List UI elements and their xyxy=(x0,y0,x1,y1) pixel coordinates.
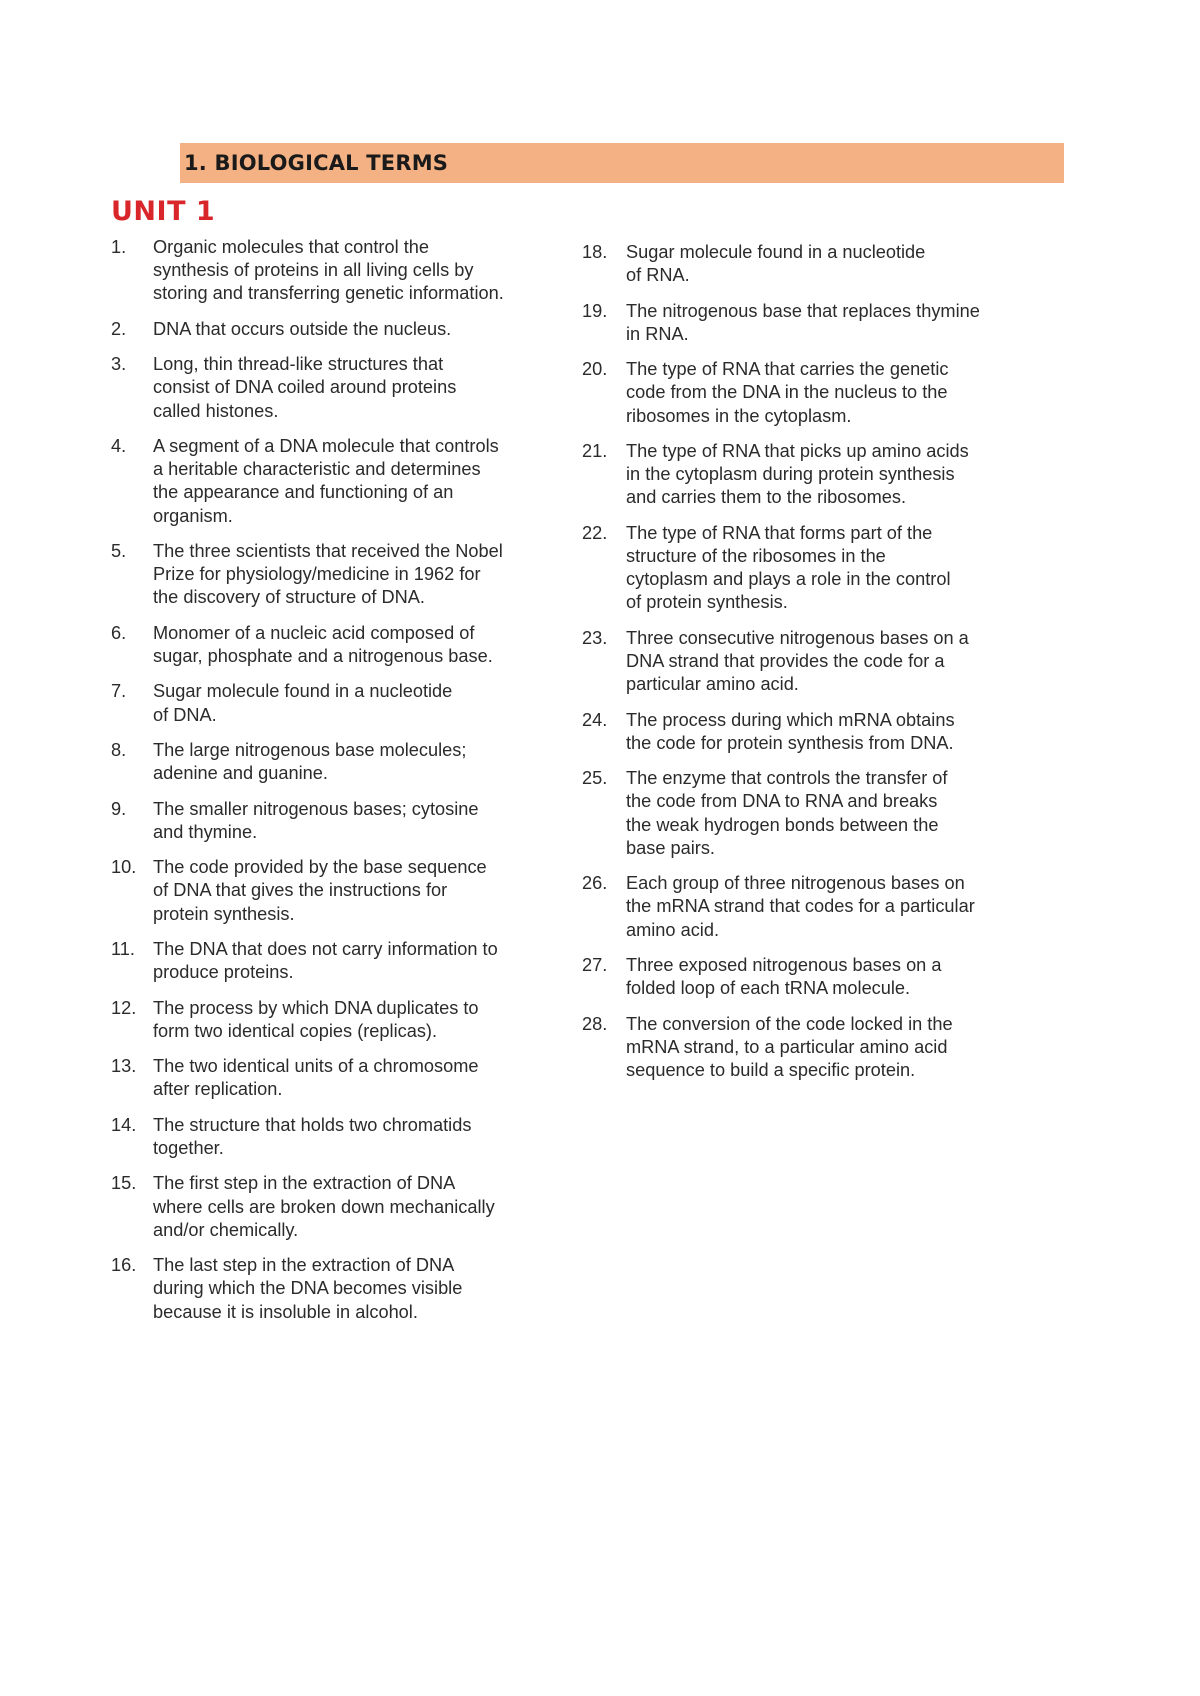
item-text-line: sequence to build a specific protein. xyxy=(626,1059,916,1080)
item-text-line: of protein synthesis. xyxy=(626,592,788,613)
left-column xyxy=(111,236,556,1336)
item-text-line: adenine and guanine. xyxy=(153,763,328,784)
list-item xyxy=(582,767,1022,860)
item-text-line: The two identical units of a chromosome xyxy=(153,1056,479,1077)
item-text-line: The type of RNA that carries the genetic xyxy=(626,359,949,380)
right-column xyxy=(582,241,1022,1094)
item-number: 10. xyxy=(111,857,137,878)
list-item xyxy=(111,353,556,423)
item-text-line: ribosomes in the cytoplasm. xyxy=(626,405,852,426)
item-text-line: The large nitrogenous base molecules; xyxy=(153,739,467,760)
item-text-line: The enzyme that controls the transfer of xyxy=(626,768,948,789)
item-text-line: where cells are broken down mechanically xyxy=(153,1196,495,1217)
item-text-line: the mRNA strand that codes for a particular xyxy=(626,896,975,917)
list-item xyxy=(582,1013,1022,1083)
item-text-line: of DNA that gives the instructions for xyxy=(153,880,448,901)
list-item xyxy=(111,236,556,306)
item-text-line: The type of RNA that picks up amino acids xyxy=(626,440,969,461)
item-number: 14. xyxy=(111,1114,137,1135)
item-text xyxy=(153,798,556,844)
item-text-line: synthesis of proteins in all living cells by xyxy=(153,260,474,281)
list-item xyxy=(582,627,1022,697)
item-text-line: a heritable characteristic and determines xyxy=(153,459,481,480)
item-text-line: The three scientists that received the Nobel xyxy=(153,540,503,561)
list-item xyxy=(582,358,1022,428)
item-text xyxy=(626,709,1022,755)
item-text xyxy=(626,767,1022,860)
item-number: 8. xyxy=(111,739,127,760)
item-text-line: base pairs. xyxy=(626,837,715,858)
item-text-line: the weak hydrogen bonds between the xyxy=(626,814,939,835)
item-text-line: The smaller nitrogenous bases; cytosine xyxy=(153,798,479,819)
section-header-bar xyxy=(180,143,1064,183)
item-text-line: organism. xyxy=(153,505,233,526)
item-text-line: The first step in the extraction of DNA xyxy=(153,1173,456,1194)
item-number: 20. xyxy=(582,359,608,380)
item-text-line: DNA that occurs outside the nucleus. xyxy=(153,318,452,339)
item-text-line: The last step in the extraction of DNA xyxy=(153,1255,455,1276)
item-text xyxy=(153,622,556,668)
item-number: 15. xyxy=(111,1173,137,1194)
item-number: 6. xyxy=(111,622,127,643)
item-text-line: and thymine. xyxy=(153,821,258,842)
list-item xyxy=(111,1055,556,1101)
item-text-line: The type of RNA that forms part of the xyxy=(626,522,933,543)
item-number: 19. xyxy=(582,300,608,321)
item-text-line: of DNA. xyxy=(153,704,217,725)
item-text-line: of RNA. xyxy=(626,265,690,286)
item-text xyxy=(626,627,1022,697)
item-text-line: Monomer of a nucleic acid composed of xyxy=(153,622,475,643)
list-item xyxy=(111,540,556,610)
item-text xyxy=(153,938,556,984)
item-text-line: code from the DNA in the nucleus to the xyxy=(626,382,948,403)
item-text-line: mRNA strand, to a particular amino acid xyxy=(626,1036,948,1057)
item-number: 24. xyxy=(582,709,608,730)
item-number: 16. xyxy=(111,1255,137,1276)
item-text-line: sugar, phosphate and a nitrogenous base. xyxy=(153,645,493,666)
item-text-line: the code from DNA to RNA and breaks xyxy=(626,791,938,812)
item-text-line: folded loop of each tRNA molecule. xyxy=(626,978,911,999)
section-title: 1. BIOLOGICAL TERMS xyxy=(184,151,449,175)
item-text-line: and carries them to the ribosomes. xyxy=(626,487,907,508)
list-item xyxy=(582,872,1022,942)
list-item xyxy=(111,739,556,785)
item-text-line: the code for protein synthesis from DNA. xyxy=(626,732,954,753)
list-item xyxy=(582,709,1022,755)
item-text-line: during which the DNA becomes visible xyxy=(153,1278,463,1299)
item-text-line: A segment of a DNA molecule that controls xyxy=(153,435,499,456)
list-item xyxy=(111,435,556,528)
item-number: 27. xyxy=(582,954,608,975)
item-text xyxy=(626,1013,1022,1083)
item-text-line: Long, thin thread-like structures that xyxy=(153,354,444,375)
list-item xyxy=(582,440,1022,510)
item-text xyxy=(153,1055,556,1101)
item-text xyxy=(626,241,1022,287)
list-item xyxy=(582,954,1022,1000)
item-number: 25. xyxy=(582,768,608,789)
item-text-line: amino acid. xyxy=(626,919,720,940)
item-text-line: The process during which mRNA obtains xyxy=(626,709,955,730)
item-text xyxy=(153,856,556,926)
item-number: 21. xyxy=(582,440,608,461)
item-number: 12. xyxy=(111,997,137,1018)
list-item xyxy=(582,522,1022,615)
item-text xyxy=(153,997,556,1043)
item-text-line: Three consecutive nitrogenous bases on a xyxy=(626,627,969,648)
item-number: 2. xyxy=(111,318,127,339)
item-text-line: because it is insoluble in alcohol. xyxy=(153,1301,418,1322)
list-item xyxy=(111,1254,556,1324)
item-text xyxy=(153,680,556,726)
item-text-line: Prize for physiology/medicine in 1962 for xyxy=(153,564,481,585)
item-text-line: Sugar molecule found in a nucleotide xyxy=(153,681,453,702)
item-text xyxy=(153,435,556,528)
item-number: 13. xyxy=(111,1056,137,1077)
item-text-line: form two identical copies (replicas). xyxy=(153,1020,438,1041)
item-text-line: The code provided by the base sequence xyxy=(153,857,487,878)
item-text xyxy=(626,522,1022,615)
item-number: 9. xyxy=(111,798,127,819)
item-text-line: The process by which DNA duplicates to xyxy=(153,997,479,1018)
item-text-line: The structure that holds two chromatids xyxy=(153,1114,472,1135)
list-item xyxy=(111,938,556,984)
item-text xyxy=(153,739,556,785)
item-text-line: produce proteins. xyxy=(153,962,294,983)
item-text xyxy=(626,440,1022,510)
item-number: 18. xyxy=(582,242,608,262)
item-text-line: and/or chemically. xyxy=(153,1219,299,1240)
item-number: 26. xyxy=(582,873,608,894)
item-number: 23. xyxy=(582,627,608,648)
item-text xyxy=(626,358,1022,428)
item-text-line: in the cytoplasm during protein synthesis xyxy=(626,464,955,485)
unit-title: UNIT 1 xyxy=(111,196,216,227)
item-text-line: in RNA. xyxy=(626,323,689,344)
item-number: 4. xyxy=(111,435,127,456)
item-text-line: storing and transferring genetic information. xyxy=(153,283,504,304)
item-text-line: cytoplasm and plays a role in the control xyxy=(626,569,951,590)
item-text-line: particular amino acid. xyxy=(626,674,799,695)
item-number: 7. xyxy=(111,681,127,702)
list-item xyxy=(582,300,1022,346)
item-text xyxy=(626,954,1022,1000)
item-text-line: protein synthesis. xyxy=(153,903,295,924)
item-number: 28. xyxy=(582,1013,608,1034)
item-text-line: after replication. xyxy=(153,1079,283,1100)
item-text-line: the appearance and functioning of an xyxy=(153,482,454,503)
item-text xyxy=(153,1254,556,1324)
item-number: 22. xyxy=(582,522,608,543)
item-number: 3. xyxy=(111,354,127,375)
item-text-line: the discovery of structure of DNA. xyxy=(153,587,425,608)
item-text-line: DNA strand that provides the code for a xyxy=(626,650,945,671)
list-item xyxy=(111,318,556,341)
item-text xyxy=(626,300,1022,346)
item-text xyxy=(153,236,556,306)
list-item xyxy=(111,622,556,668)
item-number: 5. xyxy=(111,540,127,561)
item-number: 11. xyxy=(111,938,135,959)
item-text-line: The DNA that does not carry information to xyxy=(153,938,498,959)
item-text-line: The conversion of the code locked in the xyxy=(626,1013,953,1034)
list-item xyxy=(111,856,556,926)
item-text xyxy=(153,318,556,341)
item-text xyxy=(153,353,556,423)
item-text-line: called histones. xyxy=(153,400,279,421)
item-text xyxy=(626,872,1022,942)
item-text xyxy=(153,1172,556,1242)
item-text-line: Sugar molecule found in a nucleotide xyxy=(626,242,926,262)
item-text-line: The nitrogenous base that replaces thymine xyxy=(626,300,980,321)
item-text-line: consist of DNA coiled around proteins xyxy=(153,377,457,398)
item-text-line: structure of the ribosomes in the xyxy=(626,545,886,566)
item-text-line: Three exposed nitrogenous bases on a xyxy=(626,954,942,975)
list-item xyxy=(582,241,1022,287)
item-text-line: Each group of three nitrogenous bases on xyxy=(626,873,965,894)
list-item xyxy=(111,680,556,726)
item-text xyxy=(153,1114,556,1160)
item-text-line: together. xyxy=(153,1137,224,1158)
list-item xyxy=(111,798,556,844)
item-number: 1. xyxy=(111,237,127,257)
item-text xyxy=(153,540,556,610)
item-text-line: Organic molecules that control the xyxy=(153,237,429,257)
list-item xyxy=(111,1114,556,1160)
list-item xyxy=(111,997,556,1043)
list-item xyxy=(111,1172,556,1242)
